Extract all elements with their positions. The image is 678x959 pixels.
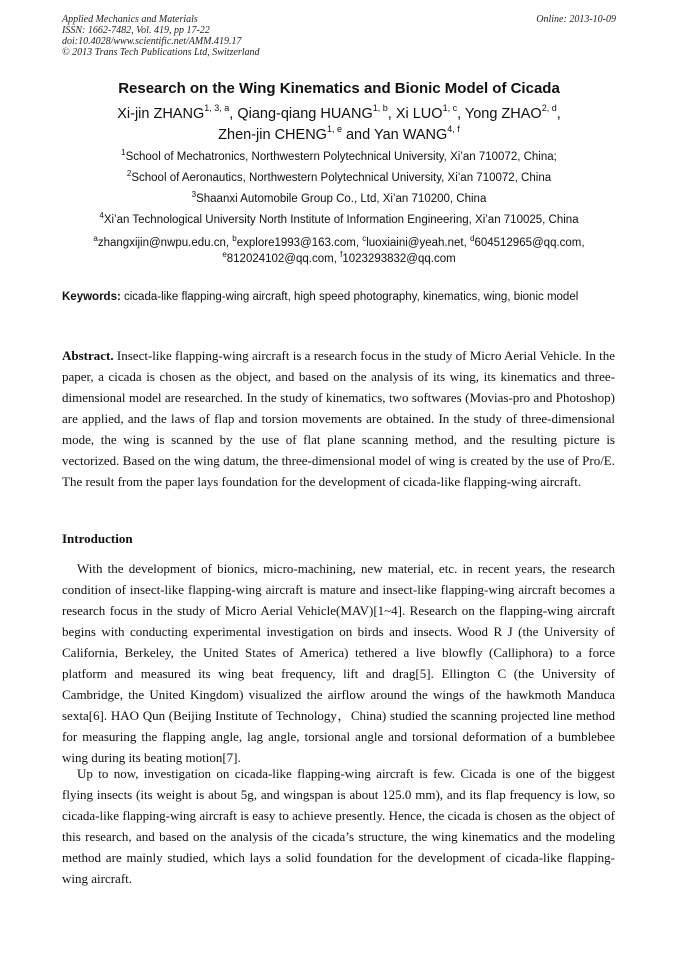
author-separator: , (387, 106, 396, 122)
affiliation-4 (62, 211, 616, 226)
introduction-paragraph-1: With the development of bionics, micro-machining, new material, etc. in recent years, the research condition of insect-like flapping-wing aircraft is mature and insect-like flapping-wing aircraft becomes a research focus in the study of Micro Aerial Vehicle(MAV)[1~4]. Research on the flapping-wing aircraft begins with conducting experimental investigation on birds and insects. Wood R J (the University of California, Berkeley, the United States of America) tethered a live blowfly (Calliphora) to a force platform and measured its wing beat frequency, lift and drag[5]. Ellington C (the University of Cambridge, the United Kingdom) visualized the airflow around the wings of the hawkmoth Manduca sexta[6]. HAO Qun (Beijing Institute of Technology，China) studied the scanning projected line method for measuring the flapping angle, lag angle, torsional angle and torsional deformation of a bumblebee wing during its beating motion[7]. (62, 561, 615, 765)
journal-name: Applied Mechanics and Materials (62, 14, 198, 25)
author-affiliation-mark: 4, f (447, 124, 460, 134)
affiliation-number: 4 (99, 211, 104, 220)
author-separator: , (229, 106, 238, 122)
email-mark: d (469, 234, 475, 243)
affiliation-number: 2 (126, 169, 132, 178)
affiliation-3 (62, 190, 616, 205)
author-affiliation-mark: 2, d (541, 103, 557, 113)
email-address: 604512965@qq.com, (474, 237, 585, 249)
email-mark: c (362, 234, 367, 243)
affiliation-1 (62, 148, 616, 163)
abstract-text: Insect-like flapping-wing aircraft is a research focus in the study of Micro Aerial Vehicle. In the paper, a cicada is chosen as the object, and based on the analysis of its wing, its kinematics and three-dimensional model are researched. In the study of kinematics, two softwares (Movias-pro and Photoshop) are applied, and the laws of flap and torsion movements are obtained. In the study of three-dimensional mode, the wing is scanned by the use of flat plane scanning method, and the resulting picture is vectorized. Based on the wing datum, the three-dimensional model of wing is created by the use of Pro/E. The result from the paper lays foundation for the development of cicada-like flapping-wing aircraft. (62, 348, 615, 489)
email-mark: e (222, 250, 227, 259)
journal-header (62, 14, 616, 58)
email-mark: a (93, 234, 98, 243)
affiliation-number: 1 (121, 148, 126, 157)
author-affiliation-mark: 1, e (326, 124, 342, 134)
email-address: explore1993@163.com, (236, 237, 363, 249)
affiliation-text: School of Aeronautics, Northwestern Polytechnical University, Xi’an 710072, China (131, 172, 552, 184)
email-mark: f (340, 250, 343, 259)
author-separator: , (556, 106, 561, 122)
copyright-line: © 2013 Trans Tech Publications Ltd, Switzerland (62, 47, 260, 58)
keywords-text: cicada-like flapping-wing aircraft, high speed photography, kinematics, wing, bionic model (124, 291, 579, 303)
doi-line: doi:10.4028/www.scientific.net/AMM.419.17 (62, 36, 242, 47)
keywords-block (62, 287, 615, 307)
author-separator: , (457, 106, 465, 122)
email-list (62, 235, 616, 267)
affiliation-text: Shaanxi Automobile Group Co., Ltd, Xi’an 710200, China (196, 193, 487, 205)
online-date: Online: 2013-10-09 (536, 14, 616, 25)
affiliation-text: Xi’an Technological University North Institute of Information Engineering, Xi’an 710025, China (103, 214, 579, 226)
section-heading-introduction: Introduction (62, 531, 133, 546)
author-affiliation-mark: 1, 3, a (204, 103, 230, 113)
email-address: zhangxijin@nwpu.edu.cn, (97, 237, 233, 249)
paper-title: Research on the Wing Kinematics and Bionic Model of Cicada (118, 80, 560, 97)
email-address: luoxiaini@yeah.net, (366, 237, 470, 249)
issn-line: ISSN: 1662-7482, Vol. 419, pp 17-22 (62, 25, 210, 36)
email-mark: b (232, 234, 237, 243)
author-name: Xi LUO (395, 106, 443, 122)
author-name: Yan WANG (373, 127, 448, 143)
author-affiliation-mark: 1, c (442, 103, 458, 113)
author-list (62, 104, 616, 146)
keywords-label: Keywords: (62, 291, 121, 303)
introduction-paragraph-2: Up to now, investigation on cicada-like flapping-wing aircraft is few. Cicada is one of the biggest flying insects (its weight is about 5g, and wingspan is about 125.0 mm), and its flap frequency is low, so cicada-like flapping-wing aircraft is easy to achieve presently. Hence, the cicada is chosen as the object of this research, and based on the analysis of the cicada’s structure, the wing kinematics and the modeling method are mainly studied, which lays a solid foundation for the development of cicada-like flapping-wing aircraft. (62, 766, 615, 886)
author-name: Zhen-jin CHENG (218, 127, 327, 143)
affiliation-text: School of Mechatronics, Northwestern Polytechnical University, Xi’an 710072, China; (125, 151, 557, 163)
abstract-label: Abstract. (62, 348, 114, 363)
email-address: 1023293832@qq.com (342, 253, 456, 265)
author-name: Xi-jin ZHANG (117, 106, 205, 122)
abstract-paragraph (62, 345, 615, 492)
author-name: Qiang-qiang HUANG (237, 106, 373, 122)
affiliation-number: 3 (191, 190, 197, 199)
author-name: Yong ZHAO (464, 106, 542, 122)
affiliation-2 (62, 169, 616, 184)
email-address: 812024102@qq.com, (226, 253, 341, 265)
author-separator: and (341, 127, 374, 143)
author-affiliation-mark: 1, b (372, 103, 388, 113)
